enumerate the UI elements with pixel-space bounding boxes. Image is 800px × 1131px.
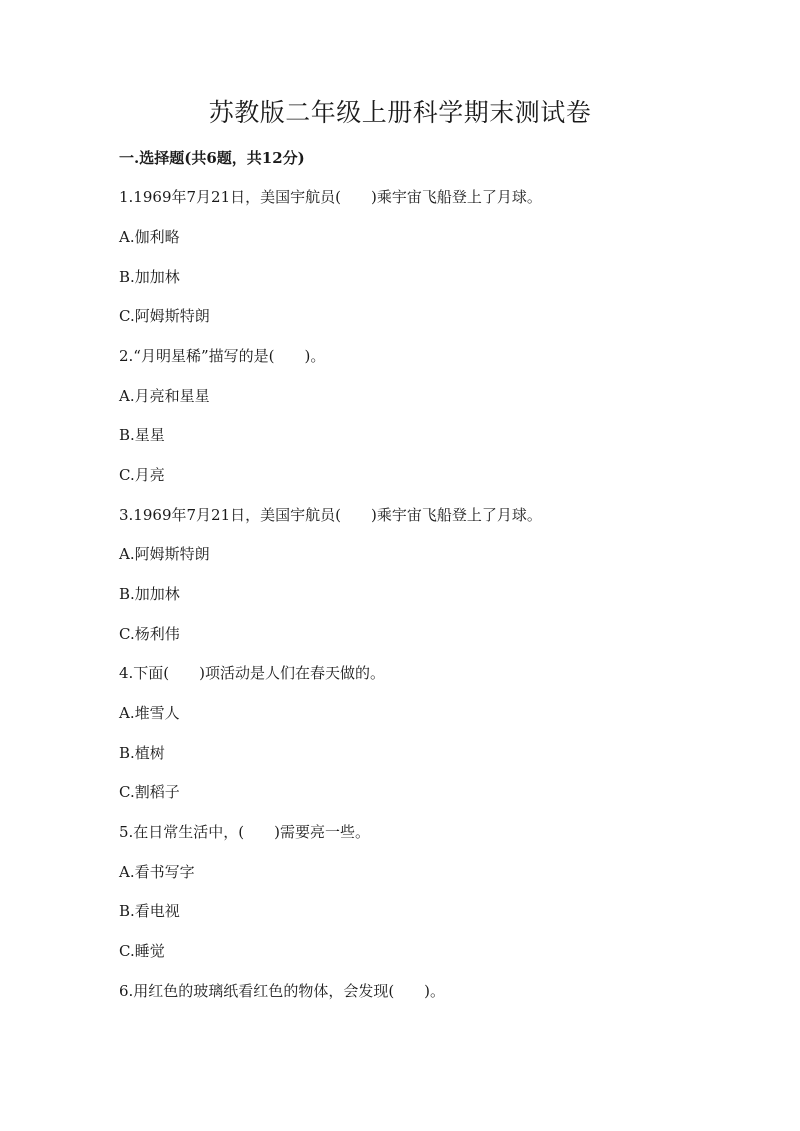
question-stem-6: 6.用红色的玻璃纸看红色的物体，会发现( )。 [119,982,446,1000]
question-1-option-c: C.阿姆斯特朗 [119,307,210,325]
question-2-option-c: C.月亮 [119,466,165,484]
question-stem-1: 1.1969年7月21日，美国宇航员( )乘宇宙飞船登上了月球。 [119,188,542,206]
page-title: 苏教版二年级上册科学期末测试卷 [208,98,592,127]
question-3-option-c: C.杨利伟 [119,625,180,643]
question-5-option-b: B.看电视 [119,902,180,920]
question-4-option-c: C.割稻子 [119,783,180,801]
question-1-option-b: B.加加林 [119,268,180,286]
question-4-option-a: A.堆雪人 [119,704,180,722]
question-1-option-a: A.伽利略 [119,228,180,246]
question-4-option-b: B.植树 [119,744,165,762]
question-stem-2: 2.“月明星稀”描写的是( )。 [119,347,326,365]
question-5-option-c: C.睡觉 [119,942,165,960]
question-3-option-a: A.阿姆斯特朗 [119,545,210,563]
question-stem-4: 4.下面( )项活动是人们在春天做的。 [119,664,386,682]
question-3-option-b: B.加加林 [119,585,180,603]
question-2-option-a: A.月亮和星星 [119,387,210,405]
question-stem-3: 3.1969年7月21日，美国宇航员( )乘宇宙飞船登上了月球。 [119,506,542,524]
question-stem-5: 5.在日常生活中，( )需要亮一些。 [119,823,371,841]
question-5-option-a: A.看书写字 [119,863,195,881]
question-2-option-b: B.星星 [119,426,165,444]
section-heading: 一.选择题(共6题，共12分) [119,149,305,167]
